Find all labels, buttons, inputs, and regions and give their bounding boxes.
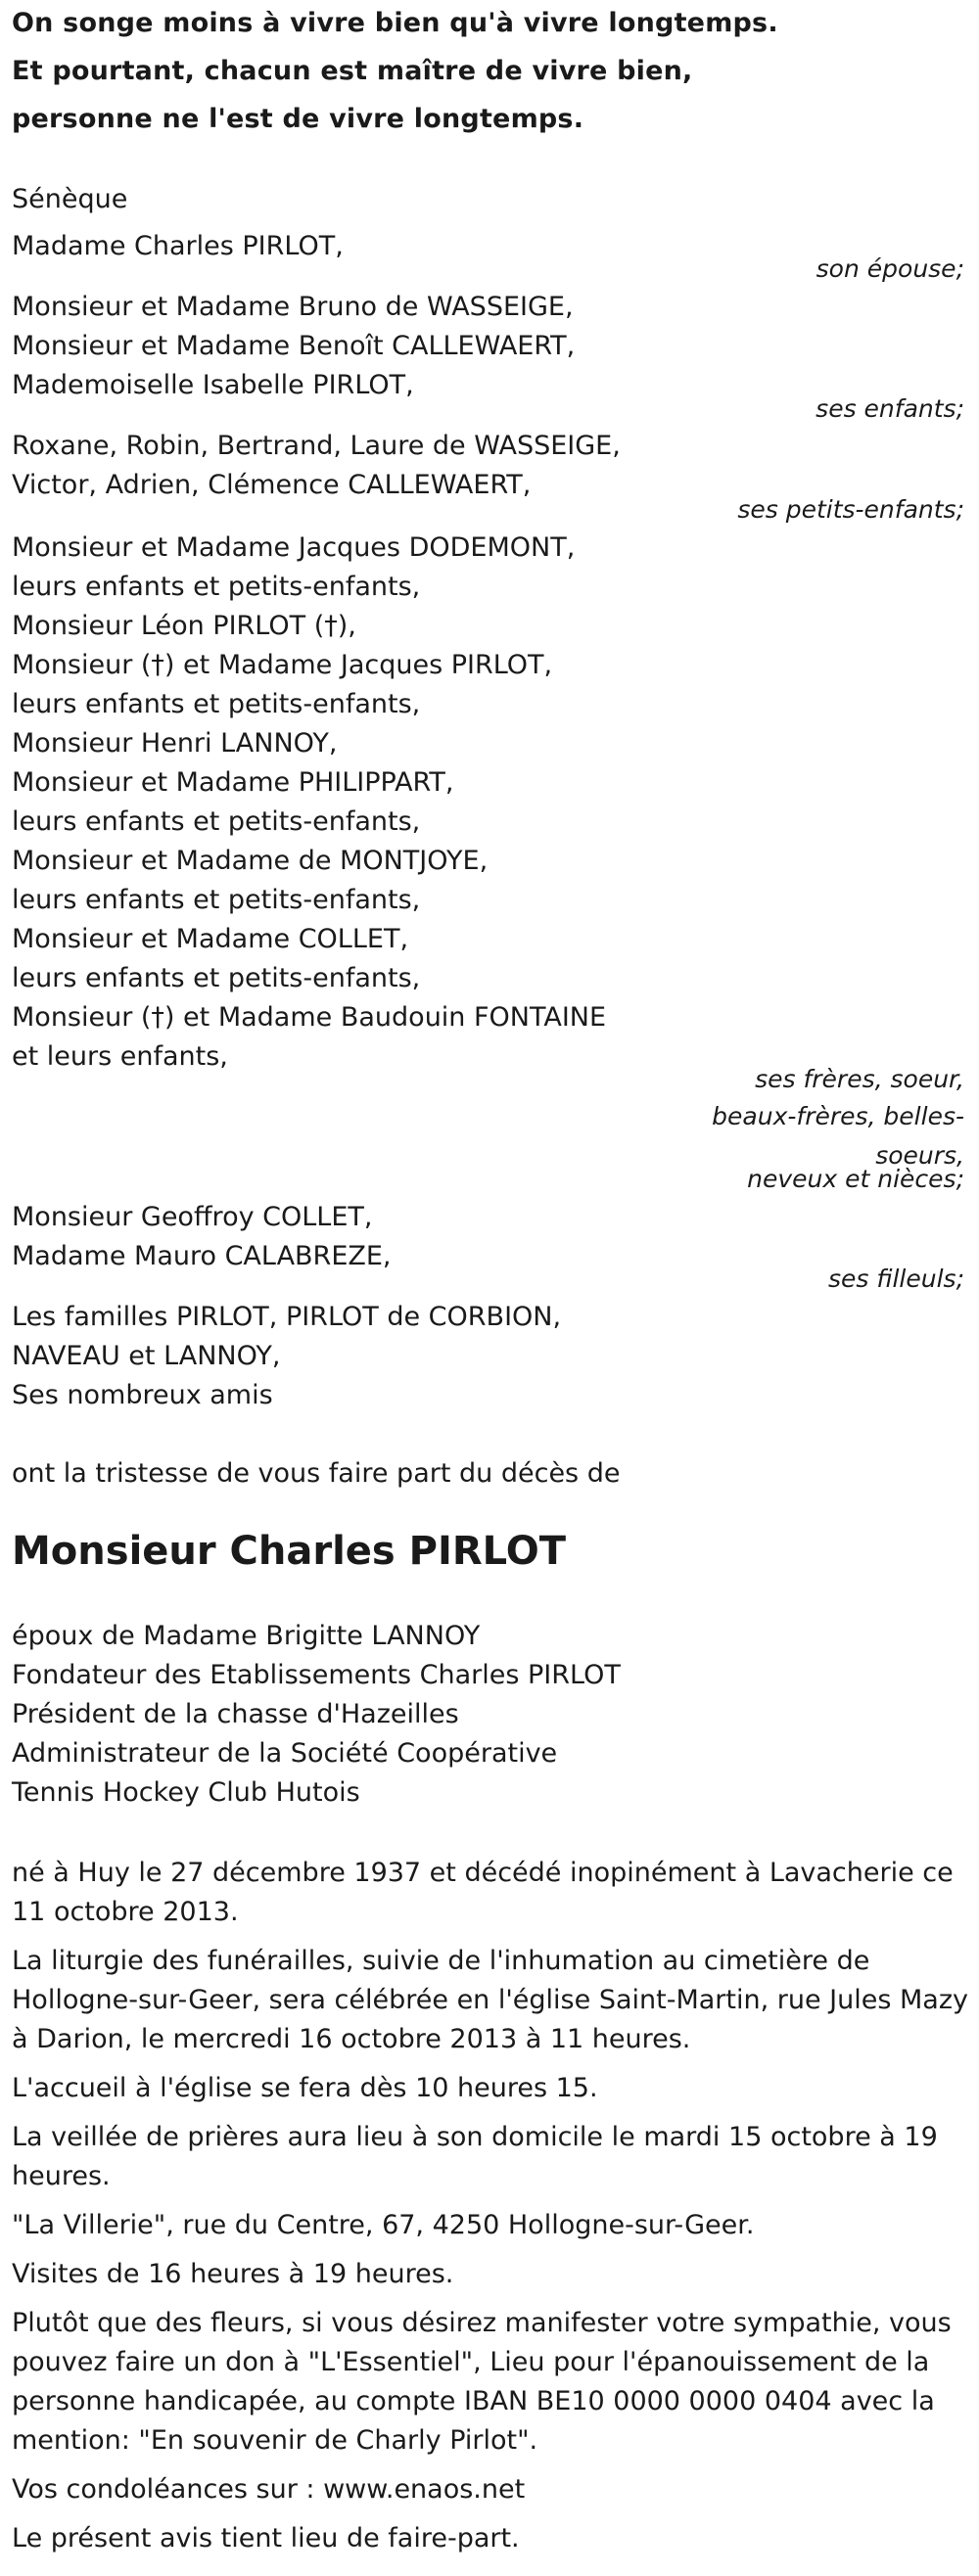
- sibling-line: Monsieur Henri LANNOY,: [12, 728, 338, 759]
- deceased-title: Administrateur de la Société Coopérative: [12, 1738, 558, 1769]
- sibling-line: Monsieur et Madame Jacques DODEMONT,: [12, 532, 576, 563]
- siblings-role: soeurs,: [875, 1141, 964, 1170]
- visits-info: Visites de 16 heures à 19 heures.: [12, 2259, 454, 2289]
- announcement: ont la tristesse de vous faire part du décès de: [12, 1458, 621, 1489]
- spouse-name: Madame Charles PIRLOT,: [12, 231, 344, 261]
- quote-author: Sénèque: [12, 184, 128, 214]
- sibling-line: Monsieur Léon PIRLOT (†),: [12, 611, 356, 641]
- child-name: Monsieur et Madame Bruno de WASSEIGE,: [12, 292, 574, 322]
- deceased-title: époux de Madame Brigitte LANNOY: [12, 1621, 481, 1651]
- reception-info: L'accueil à l'église se fera dès 10 heures 15.: [12, 2073, 598, 2103]
- address-info: "La Villerie", rue du Centre, 67, 4250 Hollogne-sur-Geer.: [12, 2210, 755, 2240]
- sibling-line: Monsieur (†) et Madame Jacques PIRLOT,: [12, 650, 553, 680]
- deceased-title: Tennis Hockey Club Hutois: [12, 1777, 360, 1808]
- siblings-role: beaux-frères, belles-: [712, 1102, 964, 1130]
- vigil-info: La veillée de prières aura lieu à son domicile le mardi 15 octobre à 19 heures.: [12, 2122, 938, 2191]
- sibling-line: Monsieur et Madame PHILIPPART,: [12, 767, 454, 798]
- grandchildren-name: Victor, Adrien, Clémence CALLEWAERT,: [12, 470, 532, 500]
- sibling-line: leurs enfants et petits-enfants,: [12, 963, 421, 993]
- sibling-line: Monsieur et Madame de MONTJOYE,: [12, 846, 489, 876]
- deceased-title: Président de la chasse d'Hazeilles: [12, 1699, 459, 1729]
- sibling-line: leurs enfants et petits-enfants,: [12, 689, 421, 719]
- funeral-info: La liturgie des funérailles, suivie de l'inhumation au cimetière de Hollogne-sur-Geer, sera célébrée en l'église Saint-Martin, rue Jules Mazy à Darion, le mercredi 16 octobre 2013 à 11 heures.: [12, 1946, 968, 2054]
- grandchildren-role: ses petits-enfants;: [737, 495, 964, 524]
- children-role: ses enfants;: [816, 394, 964, 423]
- godchild-name: Monsieur Geoffroy COLLET,: [12, 1202, 373, 1232]
- others-line: Ses nombreux amis: [12, 1380, 273, 1410]
- others-line: Les familles PIRLOT, PIRLOT de CORBION,: [12, 1302, 562, 1332]
- notice-info: Le présent avis tient lieu de faire-part.: [12, 2523, 520, 2553]
- sibling-line: leurs enfants et petits-enfants,: [12, 806, 421, 837]
- sibling-line: leurs enfants et petits-enfants,: [12, 572, 421, 602]
- sibling-line: Monsieur et Madame COLLET,: [12, 924, 409, 954]
- sibling-line: leurs enfants et petits-enfants,: [12, 885, 421, 915]
- deceased-name: Monsieur Charles PIRLOT: [12, 1529, 567, 1574]
- child-name: Monsieur et Madame Benoît CALLEWAERT,: [12, 331, 576, 361]
- sibling-line: et leurs enfants,: [12, 1041, 228, 1072]
- quote-line-1: On songe moins à vivre bien qu'à vivre longtemps.: [12, 8, 778, 38]
- godchild-name: Madame Mauro CALABREZE,: [12, 1241, 392, 1271]
- quote-line-3: personne ne l'est de vivre longtemps.: [12, 104, 584, 134]
- others-line: NAVEAU et LANNOY,: [12, 1341, 281, 1371]
- siblings-role: ses frères, soeur,: [755, 1065, 964, 1093]
- sibling-line: Monsieur (†) et Madame Baudouin FONTAINE: [12, 1002, 607, 1033]
- spouse-role: son épouse;: [816, 254, 964, 283]
- quote-line-2: Et pourtant, chacun est maître de vivre bien,: [12, 56, 693, 86]
- child-name: Mademoiselle Isabelle PIRLOT,: [12, 370, 414, 400]
- deceased-title: Fondateur des Etablissements Charles PIRLOT: [12, 1660, 621, 1690]
- donation-info: Plutôt que des fleurs, si vous désirez manifester votre sympathie, vous pouvez faire un don à "L'Essentiel", Lieu pour l'épanouissement de la personne handicapée, au compte IBAN BE10 0000 0000 0404 avec la mention: "En souvenir de Charly Pirlot".: [12, 2308, 952, 2456]
- godchildren-role: ses filleuls;: [827, 1265, 964, 1293]
- grandchildren-name: Roxane, Robin, Bertrand, Laure de WASSEIGE,: [12, 431, 621, 461]
- siblings-role: neveux et nièces;: [747, 1165, 964, 1193]
- birth-death-info: né à Huy le 27 décembre 1937 et décédé inopinément à Lavacherie ce 11 octobre 2013.: [12, 1858, 954, 1927]
- condolences-info: Vos condoléances sur : www.enaos.net: [12, 2474, 526, 2505]
